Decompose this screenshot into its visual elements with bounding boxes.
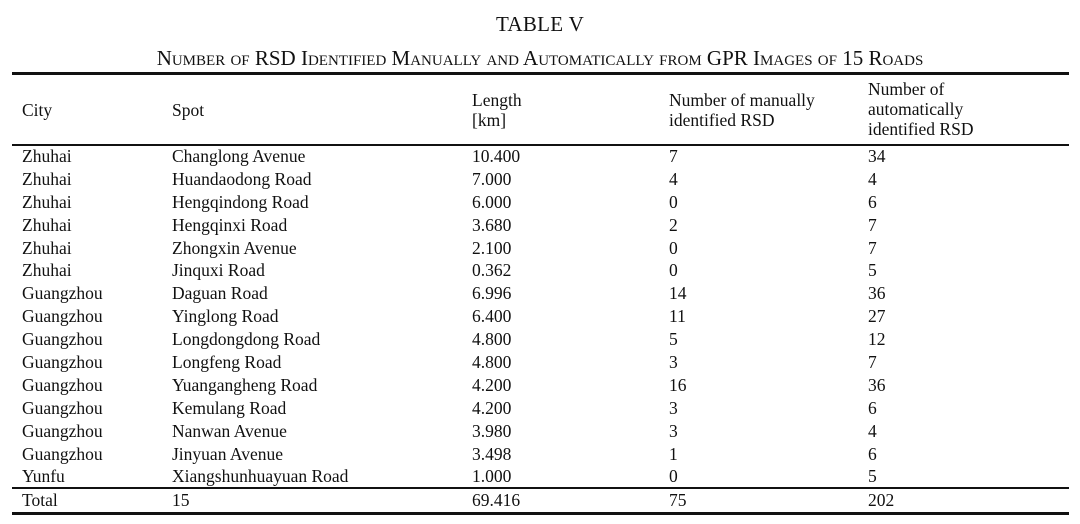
cell-auto: 6	[868, 397, 877, 418]
cell-spot: Nanwan Avenue	[172, 420, 287, 441]
cell-auto: 7	[868, 237, 877, 258]
cell-manual: 3	[669, 397, 678, 418]
cell-length: 3.680	[472, 214, 512, 235]
table-row	[0, 192, 1080, 215]
cell-spot: Jinquxi Road	[172, 260, 265, 281]
header-auto	[868, 79, 973, 139]
cell-city: Zhuhai	[22, 260, 72, 281]
cell-manual: 0	[669, 466, 678, 487]
cell-manual: 3	[669, 352, 678, 373]
cell-length: 4.200	[472, 374, 512, 395]
cell-spot: Longfeng Road	[172, 352, 282, 373]
table-row	[0, 169, 1080, 192]
cell-manual: 3	[669, 420, 678, 441]
cell-city: Guangzhou	[22, 420, 103, 441]
table-row	[0, 398, 1080, 421]
cell-auto: 4	[868, 420, 877, 441]
cell-spot: Xiangshunhuayuan Road	[172, 466, 349, 487]
cell-spot: Changlong Avenue	[172, 146, 306, 166]
cell-manual: 2	[669, 214, 678, 235]
header-length	[472, 90, 522, 130]
cell-auto: 12	[868, 329, 886, 350]
cell-spot: Jinyuan Avenue	[172, 443, 283, 464]
table-row	[0, 215, 1080, 238]
header-auto-line2: automatically	[868, 99, 964, 119]
table-label: TABLE V	[495, 12, 585, 36]
cell-spot: Hengqindong Road	[172, 191, 309, 212]
cell-length: 0.362	[472, 260, 512, 281]
cell-manual: 0	[669, 237, 678, 258]
cell-city: Guangzhou	[22, 329, 103, 350]
table-row	[0, 260, 1080, 283]
header-spot: Spot	[172, 100, 205, 120]
cell-spot: Hengqinxi Road	[172, 214, 288, 235]
table-row	[0, 444, 1080, 467]
cell-spot: Zhongxin Avenue	[172, 237, 297, 258]
table-row	[0, 306, 1080, 329]
header-auto-line1: Number of	[868, 79, 945, 99]
cell-auto: 5	[868, 466, 877, 487]
cell-auto: 7	[868, 214, 877, 235]
total-length: 69.416	[472, 490, 521, 510]
cell-city: Guangzhou	[22, 352, 103, 373]
total-spot: 15	[172, 490, 190, 510]
header-manual	[669, 90, 815, 130]
table-row	[0, 375, 1080, 398]
total-rule	[12, 487, 1069, 489]
cell-city: Zhuhai	[22, 237, 72, 258]
cell-auto: 5	[868, 260, 877, 281]
cell-length: 10.400	[472, 146, 521, 166]
cell-spot: Longdongdong Road	[172, 329, 321, 350]
cell-auto: 6	[868, 191, 877, 212]
cell-city: Zhuhai	[22, 168, 72, 189]
cell-spot: Kemulang Road	[172, 397, 287, 418]
cell-city: Guangzhou	[22, 374, 103, 395]
cell-length: 4.800	[472, 352, 512, 373]
cell-length: 6.400	[472, 306, 512, 327]
bottom-rule	[12, 512, 1069, 515]
table-body	[0, 146, 1080, 489]
table-row	[0, 329, 1080, 352]
cell-auto: 7	[868, 352, 877, 373]
header-manual-line1: Number of manually	[669, 90, 815, 110]
cell-spot: Daguan Road	[172, 283, 268, 304]
cell-length: 4.800	[472, 329, 512, 350]
header-manual-line2: identified RSD	[669, 110, 775, 130]
cell-auto: 6	[868, 443, 877, 464]
cell-city: Zhuhai	[22, 191, 72, 212]
total-auto: 202	[868, 490, 895, 510]
header-length-line1: Length	[472, 90, 522, 110]
cell-city: Guangzhou	[22, 397, 103, 418]
total-row	[0, 490, 1080, 512]
cell-spot: Yuangangheng Road	[172, 374, 318, 395]
cell-city: Guangzhou	[22, 283, 103, 304]
cell-auto: 34	[868, 146, 886, 166]
table-row	[0, 466, 1080, 489]
cell-city: Guangzhou	[22, 306, 103, 327]
cell-spot: Yinglong Road	[172, 306, 279, 327]
cell-length: 6.996	[472, 283, 512, 304]
cell-spot: Huandaodong Road	[172, 168, 312, 189]
table-row	[0, 146, 1080, 169]
header-length-line2: [km]	[472, 110, 507, 130]
table-row	[0, 238, 1080, 261]
table-row	[0, 283, 1080, 306]
cell-length: 6.000	[472, 191, 512, 212]
cell-manual: 14	[669, 283, 687, 304]
cell-length: 7.000	[472, 168, 512, 189]
cell-manual: 4	[669, 168, 678, 189]
cell-length: 3.980	[472, 420, 512, 441]
table-title: Number of RSD Identified Manually and Automatically from GPR Images of 15 Roads	[156, 46, 924, 70]
total-manual: 75	[669, 490, 687, 510]
cell-auto: 27	[868, 306, 886, 327]
cell-length: 2.100	[472, 237, 512, 258]
cell-city: Yunfu	[22, 466, 65, 487]
cell-manual: 0	[669, 191, 678, 212]
cell-city: Guangzhou	[22, 443, 103, 464]
cell-length: 1.000	[472, 466, 512, 487]
total-city: Total	[22, 490, 58, 510]
cell-manual: 16	[669, 374, 687, 395]
cell-manual: 11	[669, 306, 686, 327]
cell-city: Zhuhai	[22, 214, 72, 235]
cell-length: 4.200	[472, 397, 512, 418]
cell-auto: 36	[868, 374, 886, 395]
cell-auto: 4	[868, 168, 877, 189]
table-row	[0, 421, 1080, 444]
top-rule	[12, 72, 1069, 75]
table-row	[0, 352, 1080, 375]
cell-auto: 36	[868, 283, 886, 304]
cell-length: 3.498	[472, 443, 512, 464]
header-auto-line3: identified RSD	[868, 119, 974, 139]
cell-manual: 0	[669, 260, 678, 281]
cell-manual: 1	[669, 443, 678, 464]
header-city: City	[22, 100, 53, 120]
cell-manual: 7	[669, 146, 678, 166]
cell-manual: 5	[669, 329, 678, 350]
cell-city: Zhuhai	[22, 146, 72, 166]
